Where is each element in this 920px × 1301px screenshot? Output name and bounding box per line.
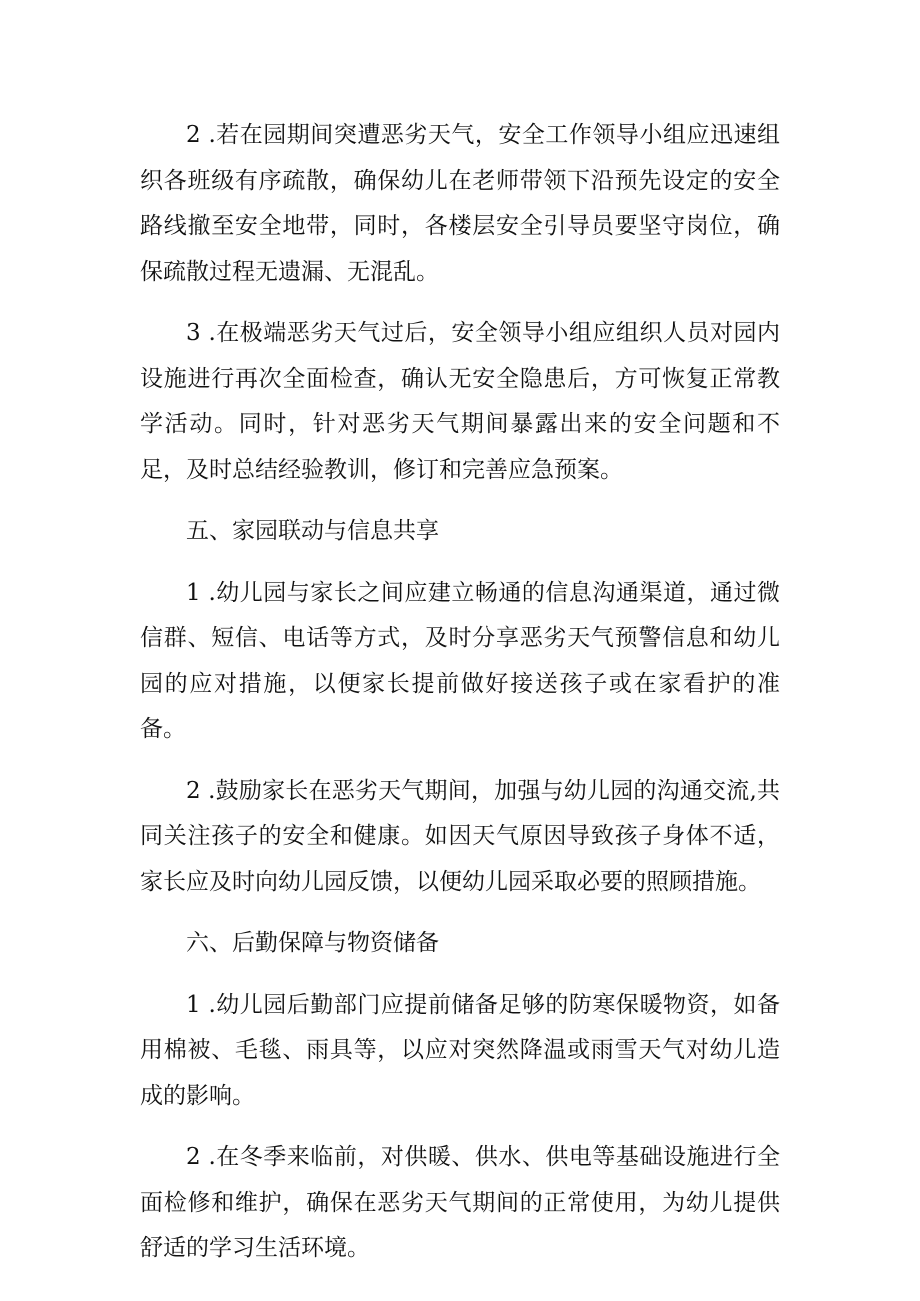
paragraph-communication-channel: 1 .幼儿园与家长之间应建立畅通的信息沟通渠道，通过微信群、短信、电话等方式，及时分享恶劣天气预警信息和幼儿园的应对措施，以便家长提前做好接送孩子或在家看护的准备。	[140, 579, 780, 742]
paragraph-supplies-reserve: 1 .幼儿园后勤部门应提前储备足够的防寒保暖物资，如备用棉被、毛毯、雨具等，以应对突然降温或雨雪天气对幼儿造成的影响。	[140, 991, 780, 1109]
document-page	[140, 113, 780, 1288]
paragraph-facility-maintenance: 2 .在冬季来临前，对供暖、供水、供电等基础设施进行全面检修和维护，确保在恶劣天气期间的正常使用，为幼儿提供舒适的学习生活环境。	[140, 1144, 780, 1261]
paragraph-post-weather-inspection: 3 .在极端恶劣天气过后，安全领导小组应组织人员对园内设施进行再次全面检查，确认无安全隐患后，方可恢复正常教学活动。同时，针对恶劣天气期间暴露出来的安全问题和不足，及时总结经验教训，修订和完善应急预案。	[140, 320, 780, 483]
section-heading-logistics: 六、后勤保障与物资储备	[186, 930, 439, 956]
section-heading-home-school: 五、家园联动与信息共享	[186, 518, 439, 544]
paragraph-evacuation: 2 .若在园期间突遭恶劣天气，安全工作领导小组应迅速组织各班级有序疏散，确保幼儿在老师带领下沿预先设定的安全路线撤至安全地带，同时，各楼层安全引导员要坚守岗位，确保疏散过程无遗漏、无混乱。	[140, 122, 780, 285]
paragraph-parent-cooperation: 2 .鼓励家长在恶劣天气期间，加强与幼儿园的沟通交流,共同关注孩子的安全和健康。如因天气原因导致孩子身体不适，家长应及时向幼儿园反馈，以便幼儿园采取必要的照顾措施。	[140, 777, 780, 895]
